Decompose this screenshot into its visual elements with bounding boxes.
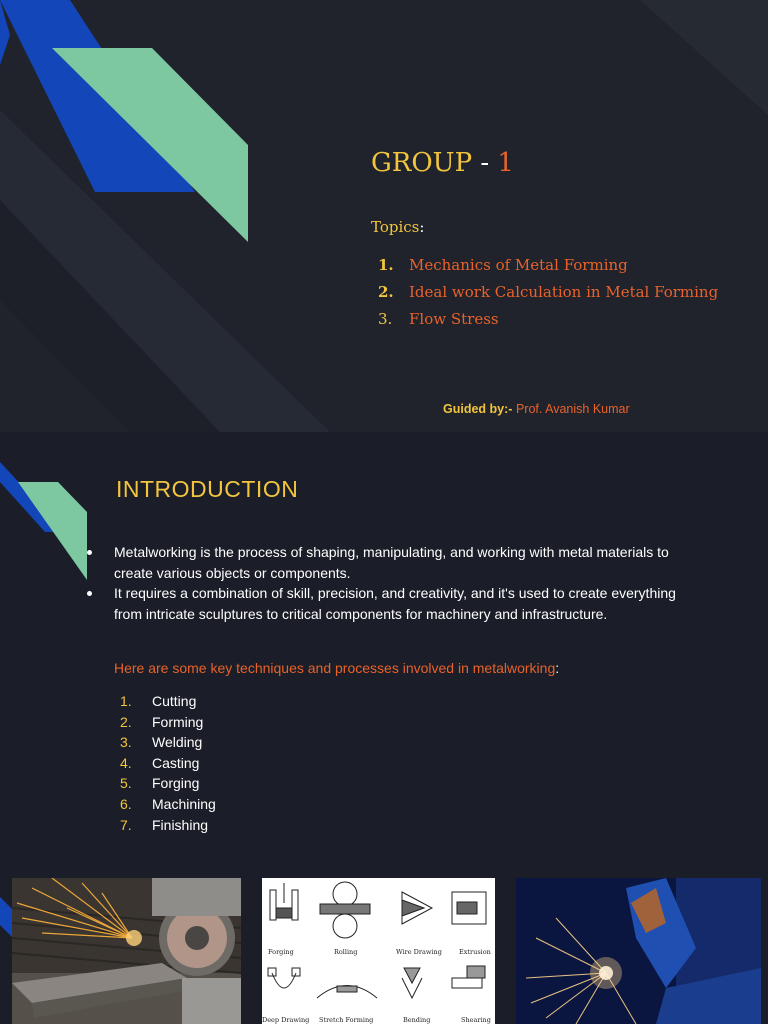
diagram-label: Rolling bbox=[334, 948, 358, 956]
group-dash: - bbox=[472, 148, 498, 178]
topics-label bbox=[371, 218, 424, 236]
topic-item bbox=[378, 255, 718, 282]
key-techniques-line bbox=[114, 660, 559, 676]
technique-item bbox=[120, 712, 216, 733]
technique-text: Machining bbox=[152, 795, 216, 812]
topic-text: Flow Stress bbox=[409, 310, 499, 328]
technique-number: 5. bbox=[120, 775, 132, 792]
cutting-photo bbox=[12, 878, 241, 1024]
technique-text: Welding bbox=[152, 734, 203, 751]
diagram-label: Wire Drawing bbox=[396, 948, 442, 956]
topics-list bbox=[378, 255, 718, 336]
introduction-title: INTRODUCTION bbox=[116, 476, 299, 502]
bullet-item: Metalworking is the process of shaping, manipulating, and working with metal materials to create various objects or components. bbox=[85, 542, 685, 583]
diagram-label: Forging bbox=[268, 948, 294, 956]
topic-item bbox=[378, 309, 718, 336]
group-word: GROUP bbox=[371, 148, 473, 178]
forming-diagram bbox=[262, 878, 495, 1024]
topic-number: 1. bbox=[378, 256, 394, 274]
topic-number: 3. bbox=[378, 310, 393, 328]
technique-number: 1. bbox=[120, 693, 132, 709]
welding-photo bbox=[516, 878, 761, 1024]
diagram-label: Shearing bbox=[461, 1016, 491, 1024]
diagram-label: Extrusion bbox=[459, 948, 491, 956]
technique-item bbox=[120, 773, 216, 794]
decorative-shapes bbox=[0, 0, 768, 432]
topics-label-text: Topics bbox=[371, 218, 420, 236]
technique-number: 4. bbox=[120, 754, 132, 771]
diagram-label: Bending bbox=[403, 1016, 431, 1024]
guided-by bbox=[443, 402, 630, 416]
technique-item bbox=[120, 794, 216, 815]
title-slide bbox=[0, 0, 768, 432]
guided-label: Guided by:- bbox=[443, 402, 513, 416]
topic-item bbox=[378, 282, 718, 309]
technique-number: 6. bbox=[120, 795, 132, 812]
bullet-item: It requires a combination of skill, precision, and creativity, and it's used to create everything from intricate sculptures to critical components for machinery and infrastructure. bbox=[85, 583, 685, 624]
technique-item bbox=[120, 753, 216, 774]
technique-text: Finishing bbox=[152, 816, 209, 833]
technique-number: 3. bbox=[120, 734, 132, 751]
topic-text: Mechanics of Metal Forming bbox=[409, 256, 628, 274]
technique-item bbox=[120, 732, 216, 753]
topic-text: Ideal work Calculation in Metal Forming bbox=[409, 283, 719, 301]
technique-number: 2. bbox=[120, 713, 132, 730]
techniques-list bbox=[120, 691, 216, 835]
technique-item bbox=[120, 691, 216, 712]
technique-number: 7. bbox=[120, 816, 132, 833]
diagram-label: Stretch Forming bbox=[319, 1016, 374, 1024]
technique-text: Cutting bbox=[152, 693, 197, 709]
guide-name: Prof. Avanish Kumar bbox=[515, 402, 630, 416]
technique-item bbox=[120, 815, 216, 836]
key-techniques-text: Here are some key techniques and processes involved in metalworking bbox=[114, 660, 556, 676]
diagram-label: Deep Drawing bbox=[262, 1016, 310, 1024]
topic-number: 2. bbox=[378, 283, 394, 301]
technique-text: Forming bbox=[152, 713, 204, 730]
intro-bullets bbox=[85, 542, 685, 625]
introduction-slide bbox=[0, 432, 768, 1024]
group-title bbox=[371, 148, 514, 178]
technique-text: Forging bbox=[152, 775, 200, 792]
topics-colon: : bbox=[419, 218, 425, 236]
technique-text: Casting bbox=[152, 754, 200, 771]
group-number: 1 bbox=[497, 148, 514, 178]
key-techniques-colon: : bbox=[555, 660, 560, 676]
